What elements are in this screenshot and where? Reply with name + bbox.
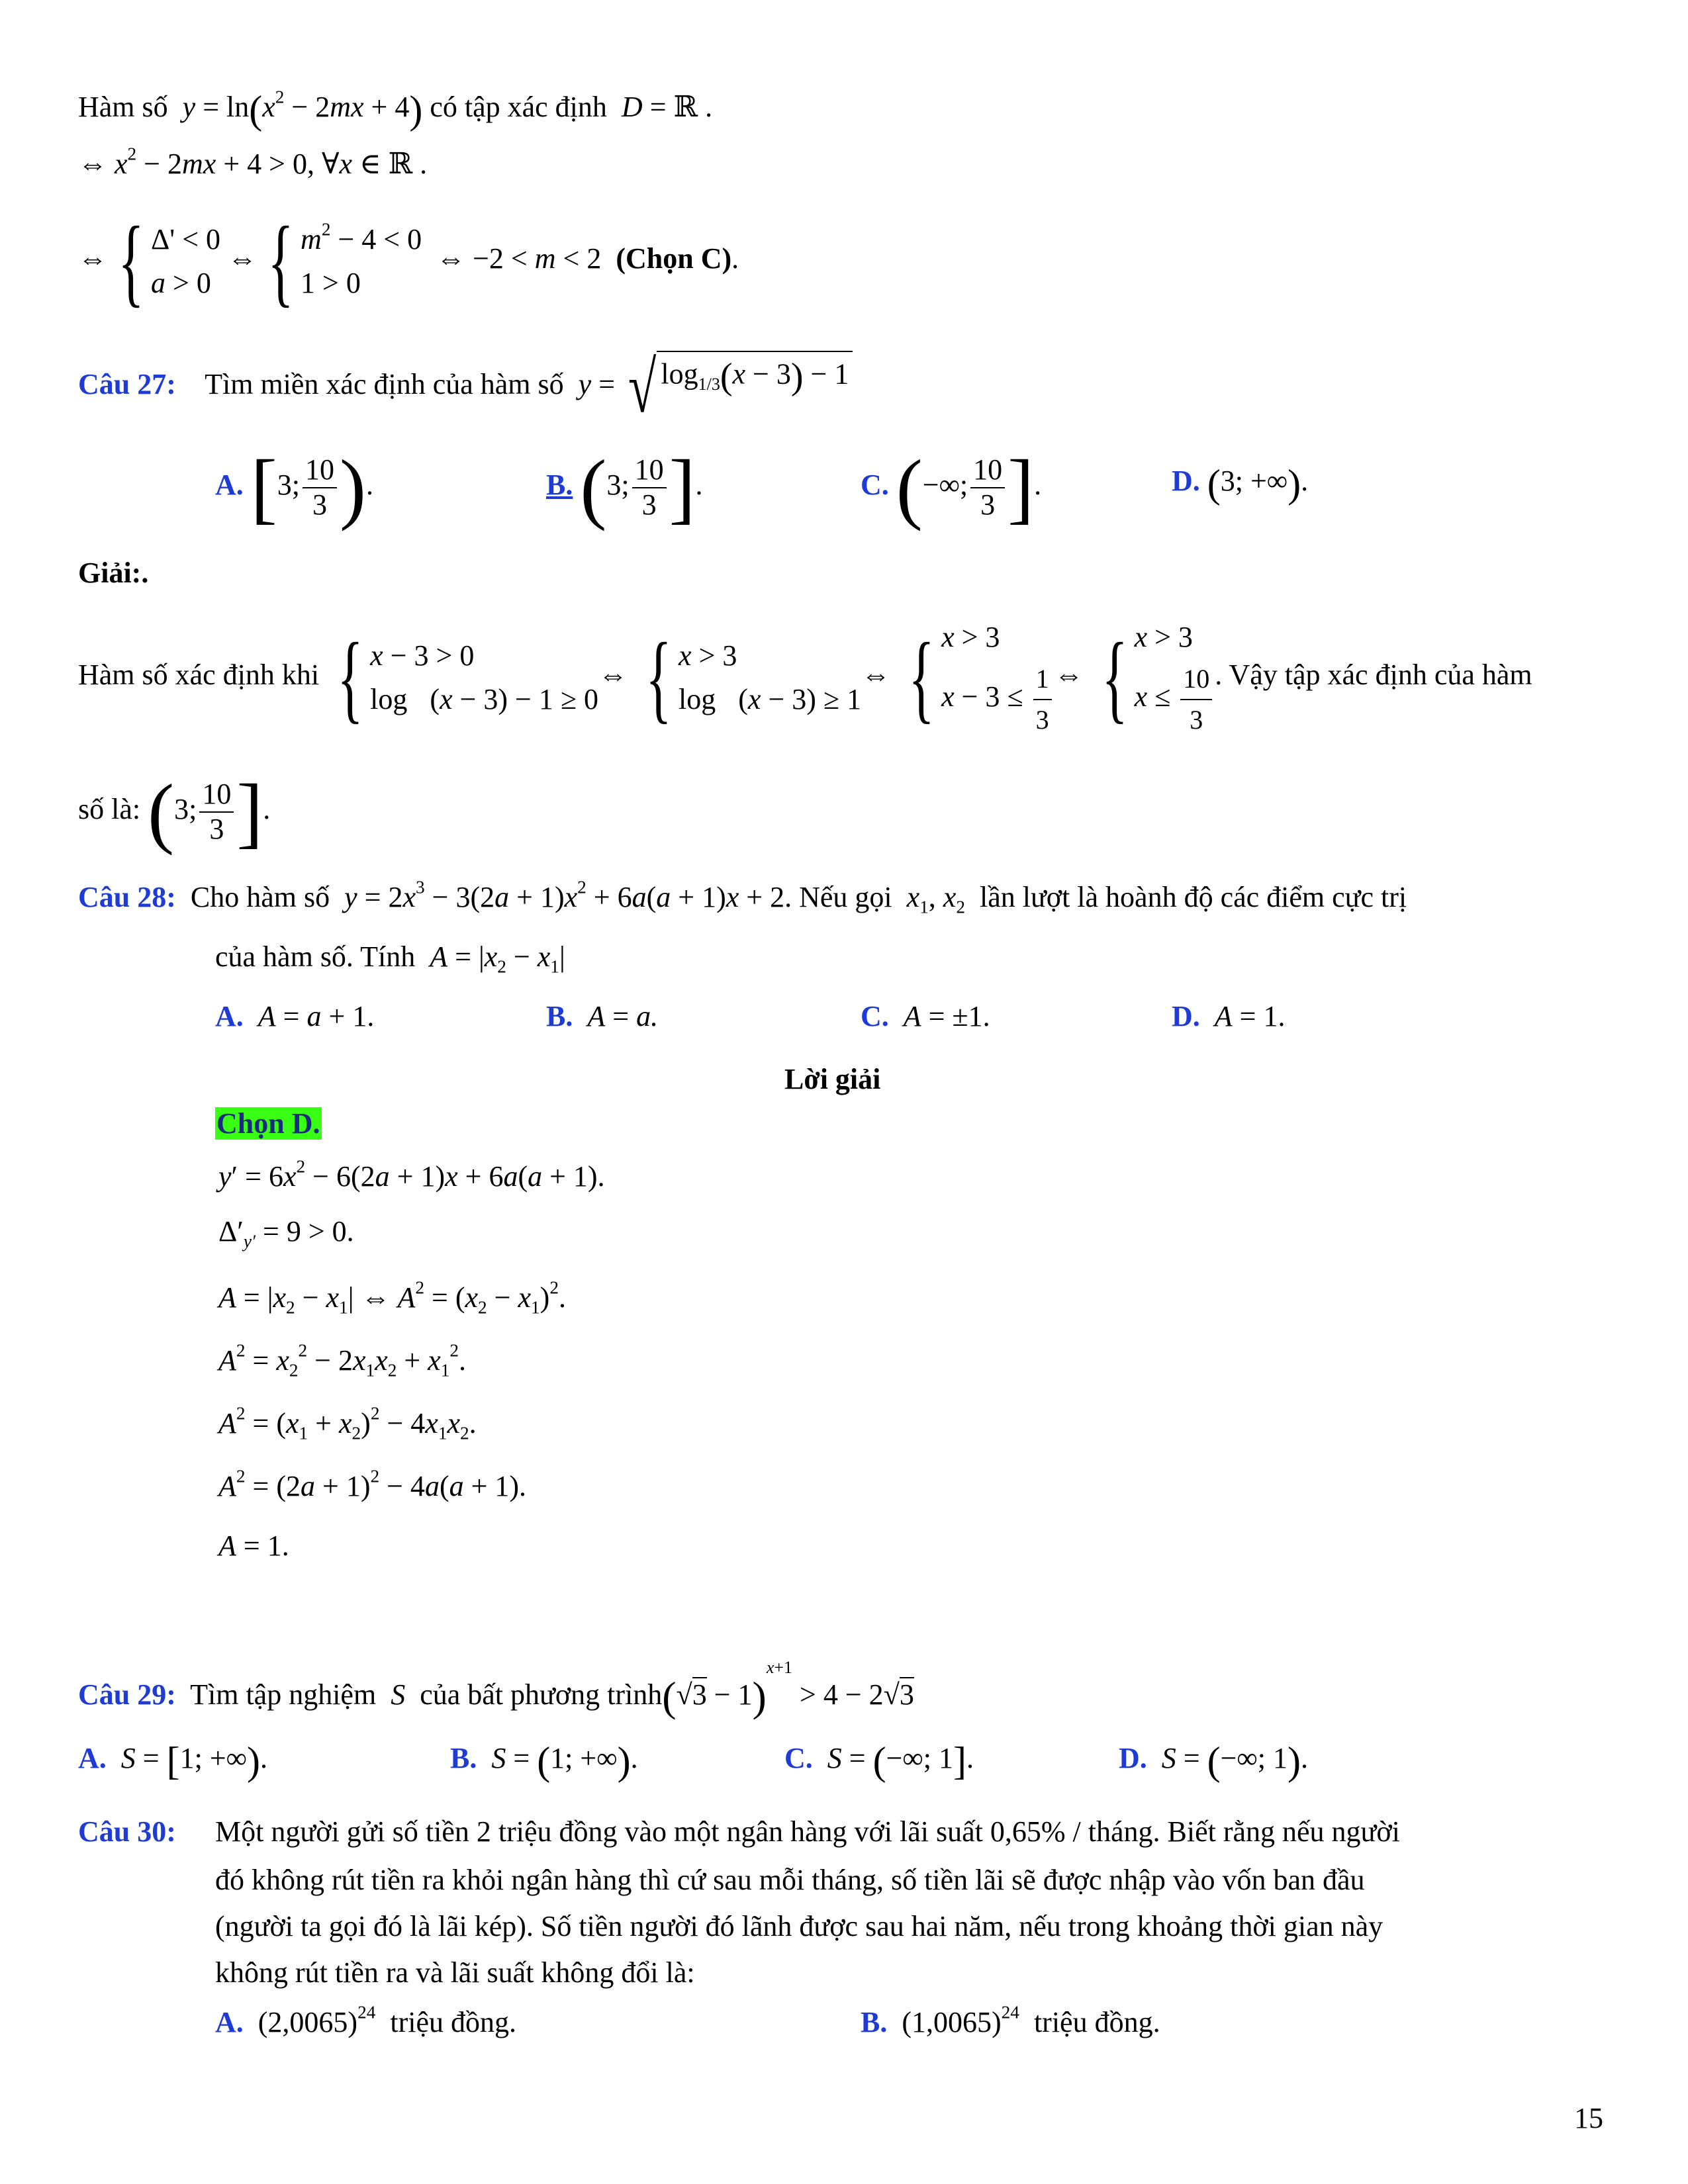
question-28: Câu 28: Cho hàm số $y = 2x^3 - 3(2a + 1)x^2 + 6a(a + 1)x + 2$. Nếu gọi $x_1$, $x_2$ lần lượt là hoành độ các điểm cực trị bbox=[78, 877, 1407, 917]
q28-step-3: $A = |x_2 - x_1|$ ⇔ $A^2 = (x_2 - x_1)^2$. bbox=[218, 1277, 566, 1318]
q28-option-c[interactable]: C. A = ±1. bbox=[861, 1000, 990, 1032]
q29-option-a[interactable]: A. S = [1; +∞). bbox=[78, 1739, 267, 1783]
question-30-line-3: (người ta gọi đó là lãi kép). Số tiền người đó lãnh được sau hai năm, nếu trong khoảng thời gian này bbox=[215, 1910, 1383, 1942]
question-30-line-1: Một người gửi số tiền 2 triệu đồng vào một ngân hàng với lãi suất 0,65% / tháng. Biết rằng nếu người bbox=[215, 1815, 1400, 1848]
q27-option-d[interactable]: D. (3; +∞). bbox=[1172, 462, 1309, 506]
question-29: Câu 29: Tìm tập nghiệm S của bất phương trình(√3 − 1)$^{x+1}$ > 4 − 2√3 bbox=[78, 1658, 914, 1721]
q30-option-b[interactable]: B. $(1,0065)^{24}$ triệu đồng. bbox=[861, 2002, 1160, 2038]
q27-option-a[interactable]: A. [3; $\frac{10}{3}$ ). bbox=[215, 443, 373, 531]
q29-option-d[interactable]: D. S = (−∞; 1). bbox=[1119, 1739, 1308, 1783]
q29-option-b[interactable]: B. S = (1; +∞). bbox=[450, 1739, 638, 1783]
q28-chosen: Chọn D. bbox=[216, 1107, 320, 1140]
q28-step-5: $A^2 = (x_1 + x_2)^2 - 4x_1x_2$. bbox=[218, 1403, 477, 1443]
intro-line-1: Hàm số $y = \ln(x^2 - 2mx + 4)$ có tập xác định D = ℝ . bbox=[78, 87, 713, 132]
q27-answer-line: số là: (3; $\frac{10}{3}$ ]. bbox=[78, 768, 271, 856]
q28-option-d[interactable]: D. A = 1. bbox=[1172, 1000, 1286, 1032]
q28-step-7: A = 1. bbox=[218, 1529, 289, 1562]
question-27: Câu 27: Tìm miền xác định của hàm số y = √ $\log_{1/3}(x - 3) - 1$ bbox=[78, 351, 853, 424]
q29-option-c[interactable]: C. S = (−∞; 1]. bbox=[784, 1739, 974, 1783]
q28-option-a[interactable]: A. A = a + 1. bbox=[215, 1000, 375, 1032]
q30-option-a[interactable]: A. $(2,0065)^{24}$ triệu đồng. bbox=[215, 2002, 516, 2038]
question-30-label: Câu 30: bbox=[78, 1815, 176, 1848]
q27-option-b[interactable]: B. (3; $\frac{10}{3}$ ]. bbox=[546, 443, 703, 531]
intro-line-3: ⇔ { Δ' < 0 a > 0 ⇔ { $m^2 - 4 < 0$ 1 > 0 ⇔ −2 < m < 2 (Chọn C). bbox=[78, 206, 739, 316]
q28-step-2: $\Delta'_{y'} = 9 > 0$. bbox=[218, 1215, 354, 1251]
q28-step-4: $A^2 = x_2^2 - 2x_1x_2 + x_1^2$. bbox=[218, 1340, 466, 1381]
intro-line-2: ⇔ $x^2 - 2mx + 4 > 0$, ∀x ∈ ℝ . bbox=[78, 144, 428, 180]
q28-step-6: $A^2 = (2a + 1)^2 - 4a(a + 1)$. bbox=[218, 1466, 527, 1502]
page-number: 15 bbox=[1574, 2102, 1603, 2134]
q28-option-b[interactable]: B. A = a. bbox=[546, 1000, 659, 1032]
q27-option-c[interactable]: C. (−∞; $\frac{10}{3}$ ]. bbox=[861, 443, 1042, 531]
question-28-line-2: của hàm số. Tính $A = |x_2 - x_1|$ bbox=[215, 940, 565, 977]
q27-solution-heading: Giải:. bbox=[78, 557, 149, 589]
question-30-line-2: đó không rút tiền ra khỏi ngân hàng thì cứ sau mỗi tháng, số tiền lãi sẽ được nhập vào vốn ban đầu bbox=[215, 1864, 1365, 1896]
question-30-line-4: không rút tiền ra và lãi suất không đổi là: bbox=[215, 1956, 695, 1989]
q28-step-1: $y' = 6x^2 - 6(2a + 1)x + 6a(a + 1)$. bbox=[218, 1156, 605, 1193]
q28-solution-title: Lời giải bbox=[784, 1063, 881, 1095]
q27-solution-line: Hàm số xác định khi { x − 3 > 0 log (x − 3) − 1 ≥ 0 ⇔ { x > 3 log (x − 3) ≥ 1 ⇔ { x > 3 x − 3 ≤ $\frac{1}{3}$ ⇔ { x > 3 x ≤ $\frac{10}{3}$ . Vậy tập xác định của hàm bbox=[78, 621, 1532, 735]
